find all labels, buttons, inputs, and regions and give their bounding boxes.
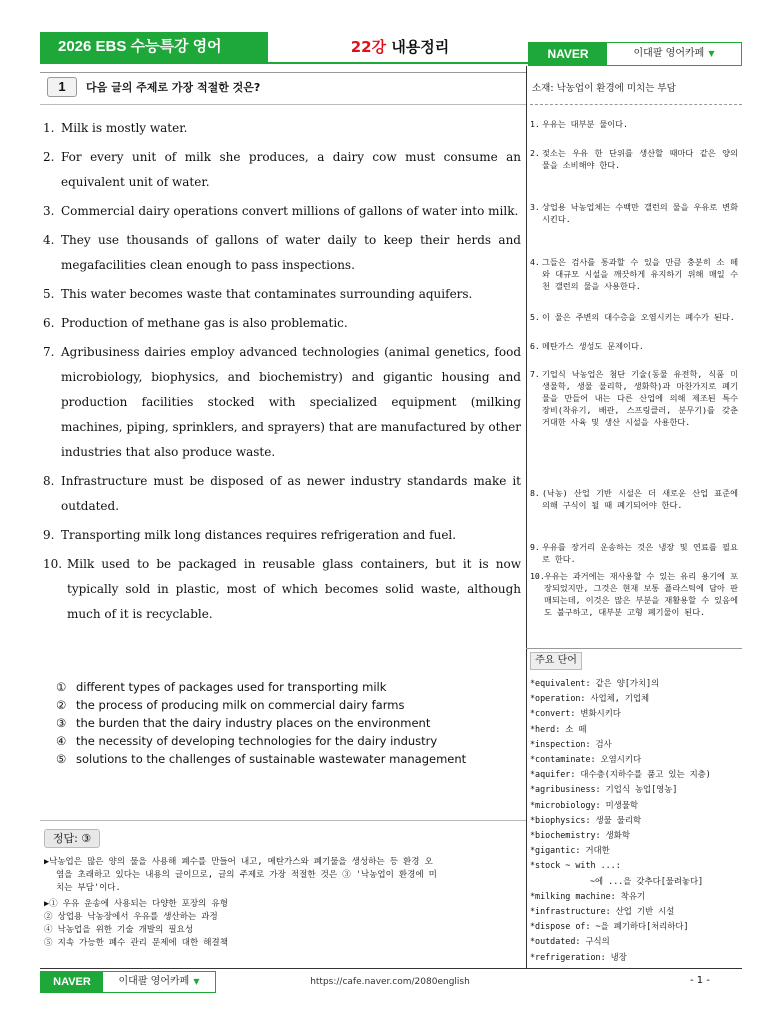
translation-item: 6. 메탄가스 생성도 문제이다. [530, 341, 644, 351]
question-separator [40, 104, 526, 105]
vocab-separator [526, 648, 742, 649]
vocab-item: *stock ~ with ...: [530, 860, 621, 871]
vocab-item: ~에 ...을 갖추다[물려놓다] [590, 875, 704, 886]
vocab-item: *herd: 소 떼 [530, 723, 587, 734]
passage-sentence: 4. They use thousands of gallons of water daily to keep their herds and megafacilities clean enough to pass inspections. [43, 233, 521, 272]
vocab-label: 주요 단어 [530, 652, 582, 670]
answer-explanation [44, 856, 522, 895]
choice-2[interactable]: ② the process of producing milk on commercial dairy farms [56, 698, 405, 712]
question-number: 1 [47, 77, 77, 97]
vocab-item: *aquifer: 대수층(지하수를 품고 있는 지층) [530, 769, 711, 780]
triangle-down-icon: ▼ [193, 977, 200, 986]
passage-sentence: 8. Infrastructure must be disposed of as newer industry standards make it outdated. [43, 474, 521, 513]
passage-sentence: 3. Commercial dairy operations convert millions of gallons of water into milk. [43, 204, 519, 218]
explanation-line: 치는 부담'이다. [56, 883, 121, 893]
footer-url[interactable]: https://cafe.naver.com/2080english [310, 977, 470, 987]
passage-sentence: 5. This water becomes waste that contaminates surrounding aquifers. [43, 287, 473, 301]
vocab-item: *milking machine: 착유기 [530, 890, 646, 901]
answer-choices [56, 678, 526, 768]
choice-1[interactable]: ① different types of packages used for transporting milk [56, 680, 387, 694]
explanation-line: ▶낙농업은 많은 양의 물을 사용해 폐수를 만들어 내고, 메탄가스와 폐기물을 생성하는 등 환경 오 [44, 857, 433, 867]
vocab-item: *microbiology: 미생물학 [530, 799, 638, 810]
passage-sentence: 2. For every unit of milk she produces, a dairy cow must consume an equivalent unit of water. [43, 150, 521, 189]
passage-sentence: 9. Transporting milk long distances requires refrigeration and fuel. [43, 528, 457, 542]
header-rule [40, 62, 528, 64]
document-title: 2026 EBS 수능특강 영어 [40, 32, 268, 62]
vocab-item: *gigantic: 거대한 [530, 845, 610, 856]
vocab-item: *infrastructure: 산업 기반 시설 [530, 906, 675, 917]
top-rule [40, 72, 526, 73]
question-prompt: 다음 글의 주제로 가장 적절한 것은? [86, 81, 261, 94]
answer-separator [40, 820, 526, 821]
explanation-line: 염을 초래하고 있다는 내용의 글이므로, 글의 주제로 가장 적절한 것은 ③ '낙농업이 환경에 미 [56, 870, 437, 880]
vocab-item: *equivalent: 같은 양[가치]의 [530, 678, 660, 688]
topic-separator [530, 104, 742, 105]
lecture-name: 내용정리 [391, 38, 450, 56]
triangle-down-icon: ▼ [708, 49, 715, 58]
translation-item: 9. 우유를 장거리 운송하는 것은 냉장 및 연료를 필요로 한다. [530, 542, 738, 564]
translation-item: 2. 젖소는 우유 한 단위를 생산할 때마다 같은 양의 물을 소비해야 한다. [530, 148, 738, 170]
choice-translations [44, 898, 522, 950]
translation-item: 5. 이 물은 주변의 대수층을 오염시키는 폐수가 된다. [530, 312, 735, 322]
cafe-name: 이대팔 영어카페 [633, 48, 705, 59]
choice-5[interactable]: ⑤ solutions to the challenges of sustainable wastewater management [56, 752, 467, 766]
translation-item: 8. (낙농) 산업 기반 시설은 더 새로운 산업 표준에 의해 구식이 될 때 폐기되어야 한다. [530, 488, 738, 510]
vocab-item: *dispose of: ~을 폐기하다[처리하다] [530, 921, 689, 932]
page-number: - 1 - [690, 975, 710, 986]
lecture-heading [300, 36, 500, 57]
footer-cafe-box [103, 972, 215, 992]
vocab-item: *convert: 변화시키다 [530, 708, 621, 719]
translation-item: 4. 그들은 검사를 통과할 수 있을 만큼 충분히 소 떼와 대규모 시설을 깨끗하게 유지하기 위해 매일 수천 갤런의 물을 사용한다. [530, 257, 738, 291]
passage-sentence: 7. Agribusiness dairies employ advanced technologies (animal genetics, food microbiology, biophysics, and biochemistry) and gigantic housing and production facilities stocked with specialized equipment (milking machines, piping, sprinklers, and sprayers) that are manufactured by other industries that also produce waste. [43, 345, 522, 459]
cafe-name-box [607, 43, 741, 65]
footer-naver-logo: NAVER [41, 972, 103, 992]
vocab-list [530, 676, 742, 965]
choice-translation: ④ 낙농업을 위한 기술 개발의 필요성 [44, 925, 194, 935]
passage-sentence: 1. Milk is mostly water. [43, 121, 188, 135]
choice-4[interactable]: ④ the necessity of developing technologies for the dairy industry [56, 734, 438, 748]
lecture-number: 22강 [350, 38, 387, 56]
vocab-item: *operation: 사업체, 기업체 [530, 693, 650, 704]
translation-item: 7. 기업식 낙농업은 첨단 기술(동물 유전학, 식품 미생물학, 생물 물리학, 생화학)과 마찬가지로 폐기물을 만들어 내는 다른 산업에 의해 제조된 특수 장비(착유기, 배관, 스프링클러, 분무기)를 갖춘 거대한 사육 및 생산 시설을 사용한다. [530, 369, 738, 427]
translation-item: 10. 우유는 과거에는 재사용할 수 있는 유리 용기에 포장되었지만, 그것은 현재 보통 플라스틱에 담아 판매되는데, 이것은 많은 부분을 재활용할 수 있음에도 불구하고, 대부분 고형 폐기물이 된다. [530, 571, 738, 617]
translation-item: 1. 우유는 대부분 물이다. [530, 119, 628, 129]
footer-cafe-name: 이대팔 영어카페 [118, 976, 190, 987]
vocab-item: *biophysics: 생물 물리학 [530, 814, 642, 825]
footer-naver-banner[interactable] [40, 971, 216, 993]
vocab-item: *outdated: 구식의 [530, 936, 610, 947]
answer-label: 정답: ③ [44, 829, 100, 848]
choice-3[interactable]: ③ the burden that the dairy industry places on the environment [56, 716, 431, 730]
choice-translation: ▶① 우유 운송에 사용되는 다양한 포장의 유형 [44, 899, 228, 909]
passage-sentence: 6. Production of methane gas is also problematic. [43, 316, 348, 330]
passage-sentence: 10. Milk used to be packaged in reusable glass containers, but it is now typically sold in plastic, most of which becomes solid waste, although much of it is recyclable. [43, 557, 521, 621]
vocab-item: *biochemistry: 생화학 [530, 830, 630, 841]
translation-item: 3. 상업용 낙농업체는 수백만 갤런의 물을 우유로 변화시킨다. [530, 202, 738, 224]
naver-logo: NAVER [529, 43, 607, 65]
bottom-rule [40, 968, 742, 969]
choice-translation: ⑤ 지속 가능한 폐수 관리 문제에 대한 해결책 [44, 938, 228, 948]
naver-cafe-banner[interactable] [528, 42, 742, 66]
vocab-item: *agribusiness: 기업식 농업[영농] [530, 784, 678, 795]
choice-translation: ② 상업용 낙농장에서 우유를 생산하는 과정 [44, 912, 218, 922]
passage [43, 116, 521, 627]
vocab-item: *inspection: 검사 [530, 738, 612, 749]
vocab-item: *contaminate: 오염시키다 [530, 754, 642, 765]
vocab-item: *refrigeration: 냉장 [530, 951, 627, 962]
topic-label: 소재: 낙농업이 환경에 미치는 부담 [532, 83, 676, 94]
column-divider [526, 66, 527, 968]
